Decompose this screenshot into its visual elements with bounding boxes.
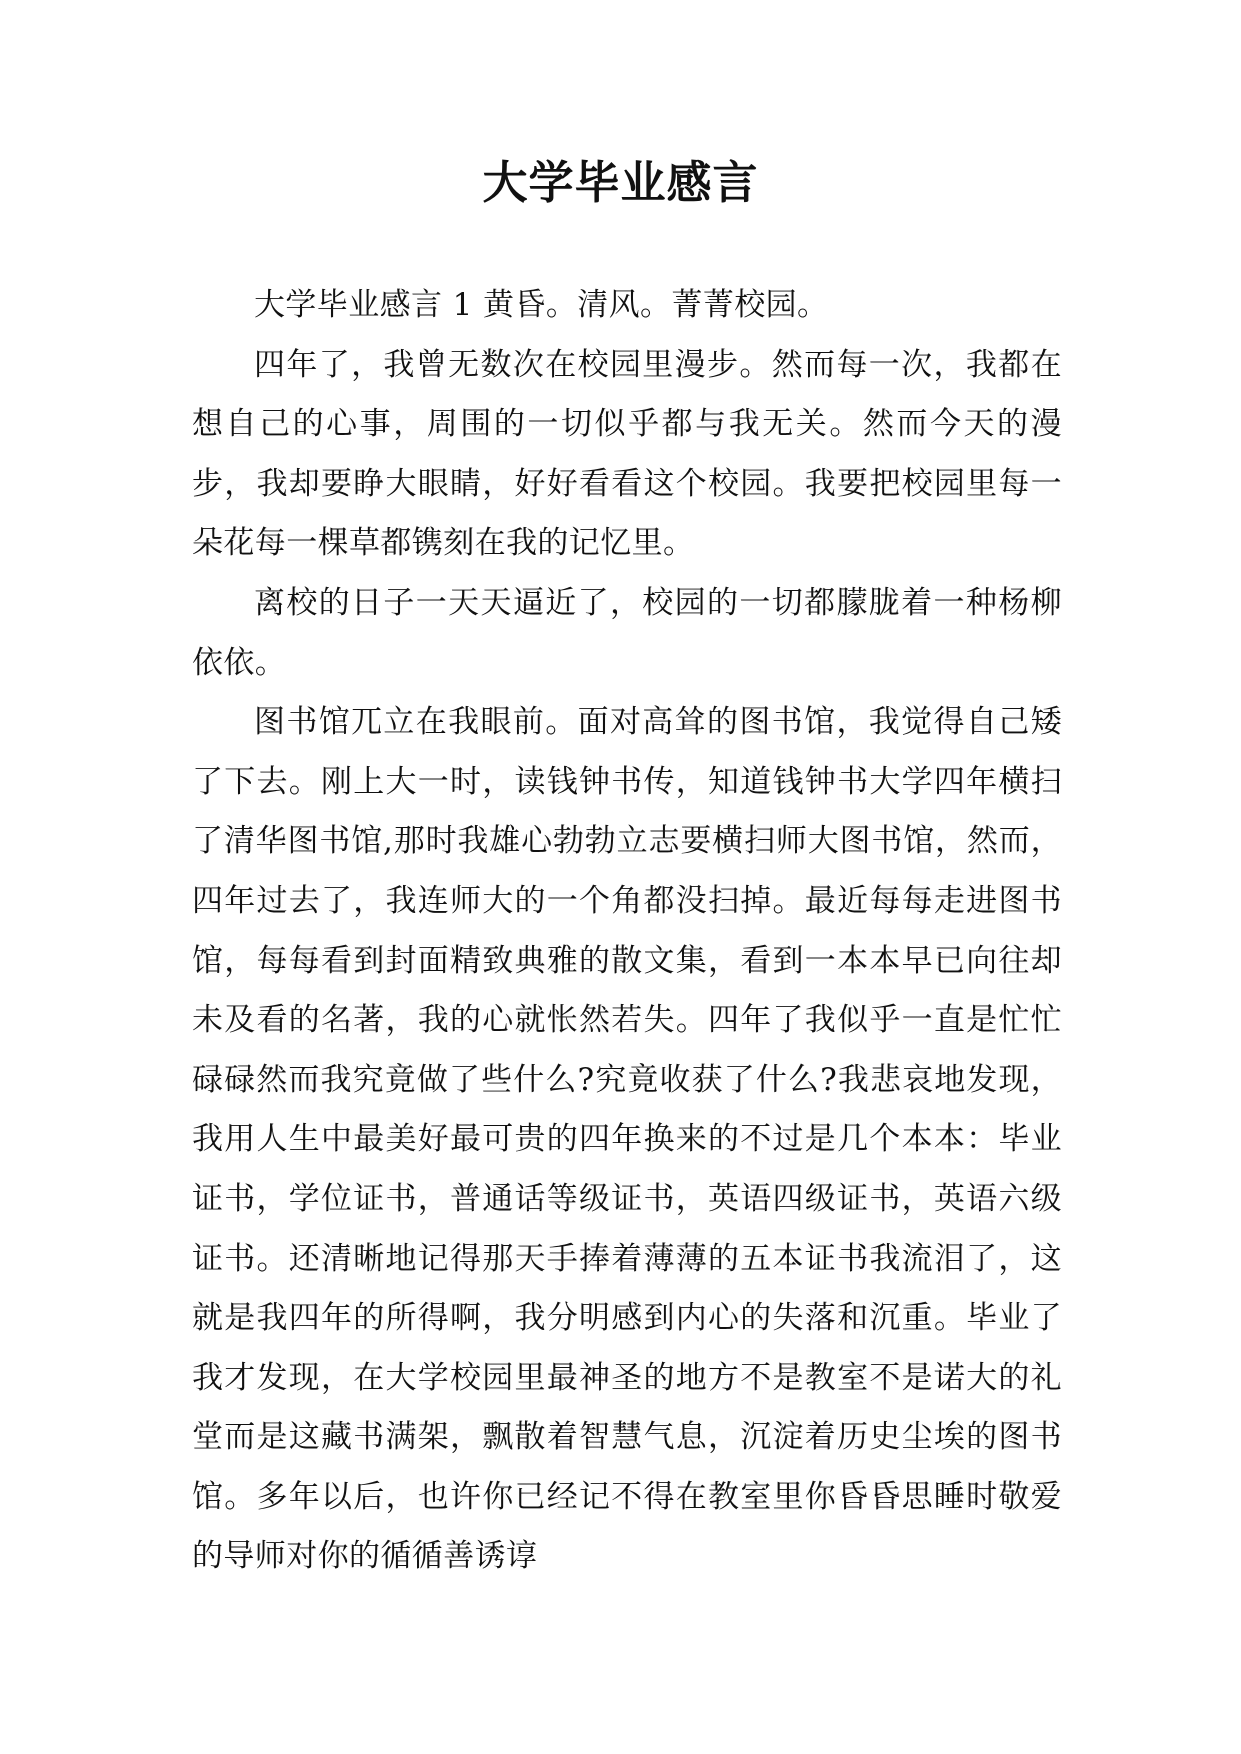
document-body (192, 276, 1062, 1587)
paragraph-1: 大学毕业感言 1 黄昏。清风。菁菁校园。 (254, 287, 829, 323)
paragraph-2: 四年了，我曾无数次在校园里漫步。然而每一次，我都在想自己的心事，周围的一切似乎都与我无关。然而今天的漫步，我却要睁大眼睛，好好看看这个校园。我要把校园里每一朵花每一棵草都镌刻在我的记忆里。 (192, 346, 1062, 562)
document-title: 大学毕业感言 (482, 156, 759, 209)
paragraph-3: 离校的日子一天天逼近了，校园的一切都朦胧着一种杨柳依依。 (192, 584, 1062, 681)
paragraph-4: 图书馆兀立在我眼前。面对高耸的图书馆，我觉得自己矮了下去。刚上大一时，读钱钟书传，知道钱钟书大学四年横扫了清华图书馆,那时我雄心勃勃立志要横扫师大图书馆，然而，四年过去了，我连师大的一个角都没扫掉。最近每每走进图书馆，每每看到封面精致典雅的散文集，看到一本本早已向往却未及看的名著，我的心就怅然若失。四年了我似乎一直是忙忙碌碌然而我究竟做了些什么?究竟收获了什么?我悲哀地发现，我用人生中最美好最可贵的四年换来的不过是几个本本：毕业证书，学位证书，普通话等级证书，英语四级证书，英语六级证书。还清晰地记得那天手捧着薄薄的五本证书我流泪了，这就是我四年的所得啊，我分明感到内心的失落和沉重。毕业了我才发现，在大学校园里最神圣的地方不是教室不是诺大的礼堂而是这藏书满架，飘散着智慧气息，沉淀着历史尘埃的图书馆。多年以后，也许你已经记不得在教室里你昏昏思睡时敬爱的导师对你的循循善诱谆 (192, 704, 1062, 1575)
